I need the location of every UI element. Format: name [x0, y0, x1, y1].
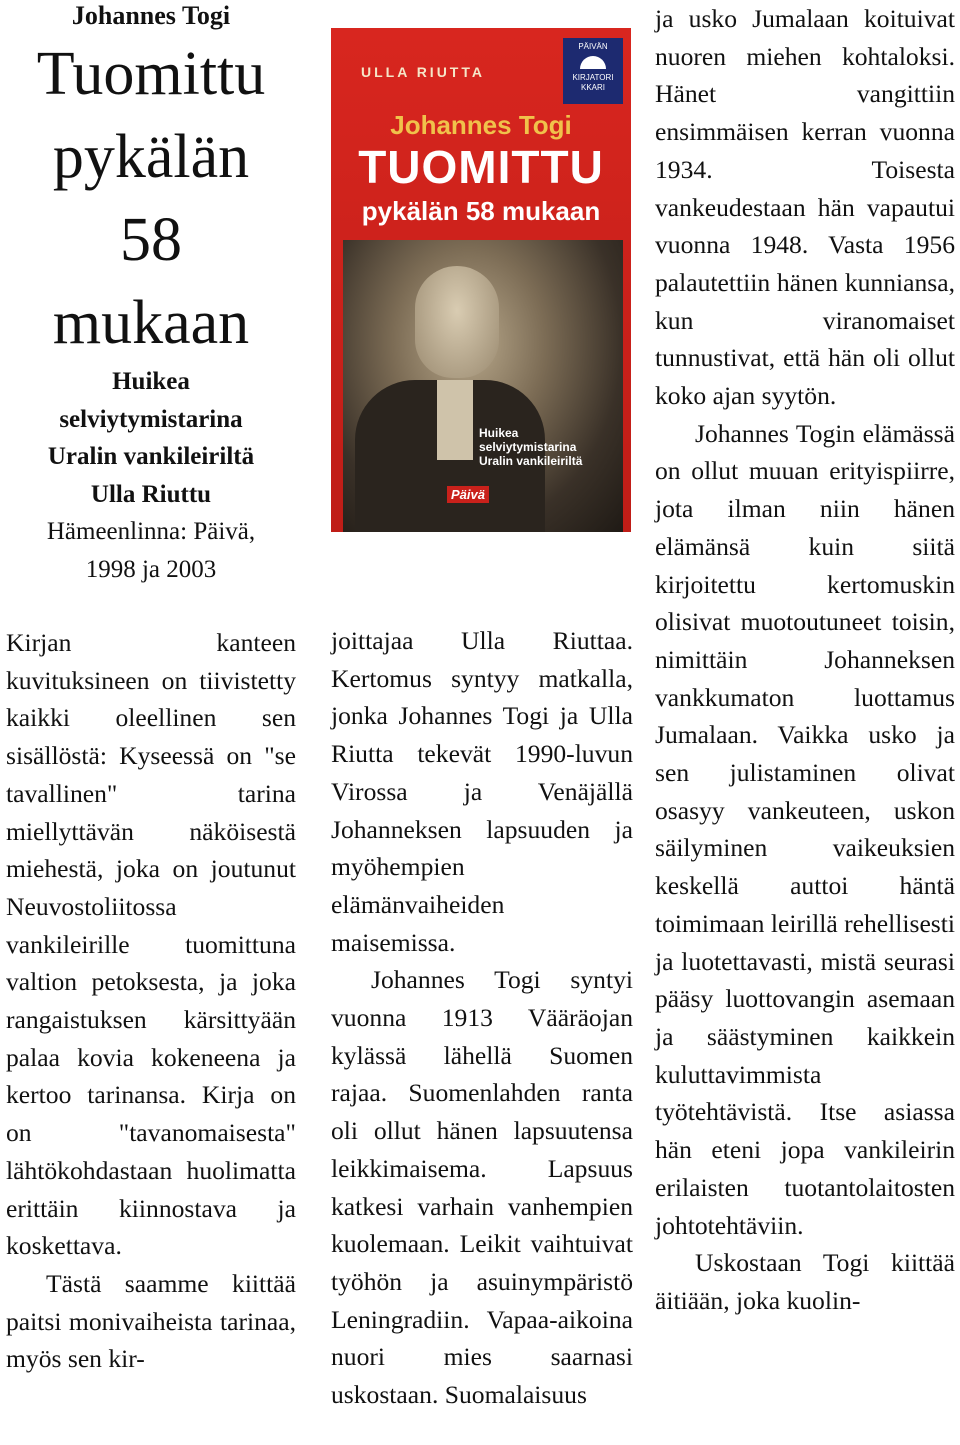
publisher-badge	[563, 38, 623, 104]
badge-top: PÄIVÄN	[578, 42, 608, 51]
paragraph: Kirjan kanteen kuvituksineen on tiivistetty kaikki oleellinen sen sisällöstä: Kyseessä on "se tavallinen" tarina miellyttävän näköisestä miehestä, joka on joutunut Neuvostoliitossa vankileirille tuomittuna valtion petoksesta, ja joka rangaistuksen kärsittyään palaa kovia kokeneena ja kertoo tarinansa. Kirja on on "tavanomaisesta" lähtökohdastaan huolimatta erittäin kiinnostava ja koskettava.	[6, 628, 296, 1261]
paragraph: ja usko Jumalaan koituivat nuoren miehen kohtaloksi. Hänet vangittiin ensimmäisen kerran vuonna 1934. Toisesta vankeudestaan hän vapautui vuonna 1948. Vasta 1956 palautettiin hänen kunniansa, kun viranomaiset tunnustivat, että hän oli ollut koko ajan syytön.	[655, 4, 955, 411]
publisher: Hämeenlinna: Päivä,	[46, 518, 256, 545]
subtitle-line-1: Huikea	[112, 368, 190, 395]
paragraph: Johannes Togin elämässä on ollut muuan erityispiirre, jota ilman niin hänen elämänsä kuin siitä kirjoitettu kertomuskin olisivat muotoutuneet toisin, nimittäin Johanneksen vankkumaton luottamus Jumalaan. Vaikka usko ja sen julistaminen olivat osasyy vankeuteen, uskon säilyminen vaikeuksien keskellä auttoi häntä toimimaan leirillä rehellisesti ja luotettavasti, mistä seurasi pääsy luottovangin asemaan ja säästyminen kaikkein kuluttavimmista työtehtävistä. Itse asiassa hän eteni jopa vankileirin erilaisten tuotantolaitosten johtotehtäviin.	[655, 418, 955, 1240]
column-2	[331, 0, 633, 1414]
paragraph: Johannes Togi syntyi vuonna 1913 Vääräojan kylässä lähellä Suomen rajaa. Suomenlahden ranta oli ollut hänen lapsuutensa leikkimaisema. Lapsuus katkesi varhain vanhempien kuolemaan. Leikit vaihtuivat työhön ja asuinympäristö Leningradiin. Vapaa-aikoina nuori mies saarnasi uskostaan. Suomalaisuus	[331, 965, 633, 1410]
cover-title-author: Johannes Togi	[390, 110, 572, 140]
book-title-line-4: mukaan	[52, 289, 250, 357]
subtitle-line-3: Uralin vankileiriltä	[47, 443, 255, 470]
cover-subtitle: Huikea selviytymistarina Uralin vankileiriltä	[479, 426, 583, 468]
book-title-line-2: pykälän	[52, 123, 250, 191]
book-writer: Ulla Riuttu	[90, 480, 212, 508]
cover-title-sub: pykälän 58 mukaan	[361, 196, 601, 226]
publication-years: 1998 ja 2003	[85, 555, 217, 583]
book-title-line-1: Tuomittu	[36, 40, 266, 108]
column-3	[655, 0, 955, 1320]
book-author: Johannes Togi	[71, 1, 231, 30]
cover-title: TUOMITTU	[358, 141, 604, 193]
paragraph: Uskostaan Togi kiittää äitiään, joka kuolin-	[655, 1248, 955, 1315]
cover-author: ULLA RIUTTA	[361, 64, 485, 80]
paragraph: joittajaa Ulla Riuttaa. Kertomus syntyy matkalla, jonka Johannes Togi ja Ulla Riutta tekevät 1990-luvun Virossa ja Venäjällä Johanneksen lapsuuden ja myöhempien elämänvaiheiden maisemissa.	[331, 626, 633, 957]
book-title-line-3: 58	[120, 206, 182, 274]
column-1	[6, 0, 296, 1378]
badge-bottom: KKARI	[580, 83, 605, 92]
badge-mid: KIRJATORI	[572, 73, 614, 82]
cover-logo: Päivä	[447, 486, 489, 503]
portrait-face	[415, 266, 499, 378]
sun-icon	[580, 56, 606, 69]
subtitle-line-2: selviytymistarina	[59, 405, 243, 433]
book-cover-image	[331, 28, 631, 532]
paragraph: Tästä saamme kiittää paitsi monivaiheista tarinaa, myös sen kir-	[6, 1268, 296, 1374]
portrait-shirt	[437, 380, 473, 460]
